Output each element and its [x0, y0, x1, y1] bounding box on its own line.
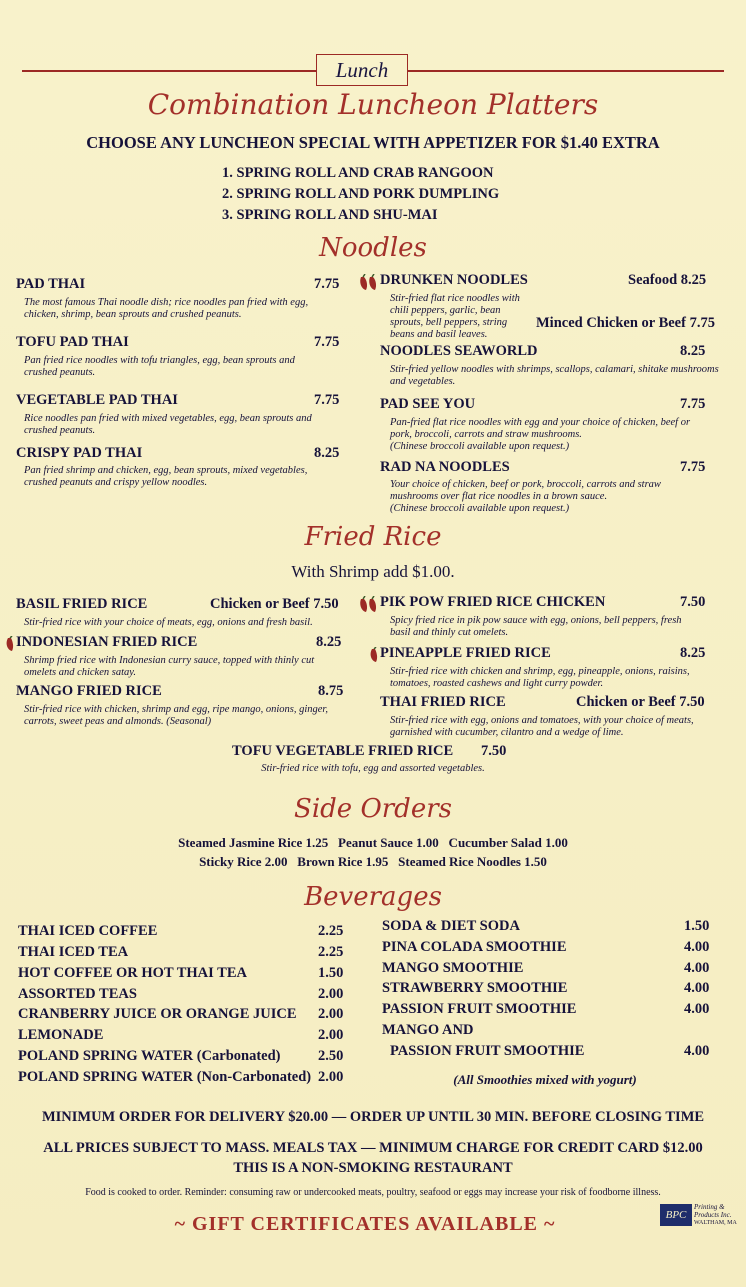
beverage-price: 2.25: [318, 944, 344, 960]
menu-item-price: 8.25: [316, 634, 342, 650]
beverages-title: Beverages: [304, 882, 442, 912]
menu-item-price: 7.75: [680, 459, 706, 475]
menu-item-note: (Chinese broccoli available upon request.): [390, 503, 570, 514]
beverage-price: 2.25: [318, 923, 344, 939]
menu-item-desc: The most famous Thai noodle dish; rice noodles pan fried with egg, chicken, shrimp, bean sprouts and crushed peanuts.: [24, 297, 309, 320]
menu-item-desc: Spicy fried rice in pik pow sauce with egg, onions, bell peppers, fresh basil and thinly cut omelets.: [390, 615, 682, 638]
beverage-name: CRANBERRY JUICE OR ORANGE JUICE: [18, 1006, 297, 1022]
beverage-price: 1.50: [318, 965, 344, 981]
menu-item-name: VEGETABLE PAD THAI: [16, 392, 178, 408]
menu-item-name: THAI FRIED RICE: [380, 694, 506, 710]
side-orders-title: Side Orders: [294, 794, 452, 824]
beverage-name: POLAND SPRING WATER (Carbonated): [18, 1048, 281, 1064]
fried-rice-title: Fried Rice: [304, 522, 442, 552]
menu-item-price: 8.75: [318, 683, 344, 699]
combo-option-2: 2. SPRING ROLL AND PORK DUMPLING: [222, 186, 500, 202]
beverage-price: 4.00: [684, 980, 710, 996]
menu-item-name: PAD SEE YOU: [380, 396, 476, 412]
menu-item-price: 8.25: [314, 445, 340, 461]
beverage-price: 2.00: [318, 1006, 344, 1022]
beverage-price: 4.00: [684, 939, 710, 955]
beverage-name: THAI ICED COFFEE: [18, 923, 158, 939]
combo-title: Combination Luncheon Platters: [147, 88, 599, 121]
menu-item-price: 8.25: [680, 343, 706, 359]
beverage-name: ASSORTED TEAS: [18, 986, 137, 1002]
menu-item-desc: Stir-fried rice with chicken, shrimp and egg, ripe mango, onions, ginger, carrots, sweet peas and almonds. (Seasonal): [24, 704, 328, 727]
menu-item-desc: Shrimp fried rice with Indonesian curry sauce, topped with thinly cut omelets and chicken satay.: [24, 655, 315, 678]
beverage-name: MANGO SMOOTHIE: [382, 960, 524, 976]
menu-item-desc: Rice noodles pan fried with mixed vegetables, egg, bean sprouts and crushed peanuts.: [24, 413, 312, 436]
beverage-price: 2.00: [318, 1027, 344, 1043]
menu-item-note: (Chinese broccoli available upon request.): [390, 441, 570, 452]
menu-item-name: TOFU VEGETABLE FRIED RICE: [232, 743, 454, 759]
menu-item-price: 8.25: [680, 645, 706, 661]
lunch-label: Lunch: [316, 54, 408, 86]
menu-item-name: INDONESIAN FRIED RICE: [16, 634, 198, 650]
spicy-pepper-icon: [358, 596, 380, 614]
beverage-name: SODA & DIET SODA: [382, 918, 520, 934]
menu-item-name: PIK POW FRIED RICE CHICKEN: [380, 594, 606, 610]
menu-item-price: 7.75: [680, 396, 706, 412]
beverage-price: 2.00: [318, 1069, 344, 1085]
tax-notice: ALL PRICES SUBJECT TO MASS. MEALS TAX — MINIMUM CHARGE FOR CREDIT CARD $12.00: [43, 1140, 703, 1156]
menu-item-desc: Stir-fried yellow noodles with shrimps, scallops, calamari, shitake mushrooms and vegetables.: [390, 364, 719, 387]
fried-rice-subtitle: With Shrimp add $1.00.: [291, 562, 455, 581]
menu-item-desc: Stir-fried flat rice noodles with chili peppers, garlic, bean sprouts, bell peppers, string beans and basil leaves.: [390, 293, 520, 340]
menu-item-price: 7.75: [314, 334, 340, 350]
menu-item-name: PINEAPPLE FRIED RICE: [380, 645, 551, 661]
printer-city: WALTHAM, MA: [694, 1220, 737, 1226]
menu-item-desc: Pan fried shrimp and chicken, egg, bean sprouts, mixed vegetables, crushed peanuts and crispy yellow noodles.: [24, 465, 308, 488]
menu-item-desc: Stir-fried rice with tofu, egg and assorted vegetables.: [261, 763, 485, 774]
menu-item-name: CRISPY PAD THAI: [16, 445, 143, 461]
noodles-title: Noodles: [319, 233, 427, 263]
menu-item-name: TOFU PAD THAI: [16, 334, 129, 350]
combo-option-3: 3. SPRING ROLL AND SHU-MAI: [222, 207, 438, 223]
menu-item-desc: Stir-fried rice with chicken and shrimp, egg, pineapple, onions, raisins, tomatoes, roasted cashews and light curry powder.: [390, 666, 690, 689]
beverage-name: PASSION FRUIT SMOOTHIE: [382, 1001, 577, 1017]
non-smoking-notice: THIS IS A NON-SMOKING RESTAURANT: [233, 1160, 513, 1176]
side-orders-line-1: Steamed Jasmine Rice 1.25 Peanut Sauce 1.00 Cucumber Salad 1.00: [178, 835, 568, 850]
beverage-name: LEMONADE: [18, 1027, 104, 1043]
beverage-name: MANGO AND: [382, 1022, 474, 1038]
beverage-price: 2.50: [318, 1048, 344, 1064]
smoothie-note: (All Smoothies mixed with yogurt): [453, 1072, 637, 1087]
beverage-price: 4.00: [684, 1043, 710, 1059]
combo-option-1: 1. SPRING ROLL AND CRAB RANGOON: [222, 165, 494, 181]
beverage-name: THAI ICED TEA: [18, 944, 129, 960]
combo-subtitle: CHOOSE ANY LUNCHEON SPECIAL WITH APPETIZER FOR $1.40 EXTRA: [86, 133, 660, 152]
gift-certificates-banner: ~ GIFT CERTIFICATES AVAILABLE ~: [174, 1213, 556, 1235]
beverage-name: POLAND SPRING WATER (Non-Carbonated): [18, 1069, 312, 1085]
beverage-name: STRAWBERRY SMOOTHIE: [382, 980, 568, 996]
menu-item-price: 7.75: [314, 276, 340, 292]
beverage-name: PINA COLADA SMOOTHIE: [382, 939, 567, 955]
spicy-pepper-icon: [4, 636, 16, 652]
menu-item-desc: Pan fried rice noodles with tofu triangles, egg, bean sprouts and crushed peanuts.: [24, 355, 295, 378]
menu-item-price: Chicken or Beef 7.50: [210, 596, 339, 612]
beverage-price: 1.50: [684, 918, 710, 934]
printer-name: Printing & Products Inc.: [694, 1203, 732, 1219]
food-safety-warning: Food is cooked to order. Reminder: consuming raw or undercooked meats, poultry, seafood or eggs may increase your risk of foodborne illness.: [85, 1187, 661, 1198]
beverage-price: 2.00: [318, 986, 344, 1002]
menu-item-name: PAD THAI: [16, 276, 86, 292]
side-orders-line-2: Sticky Rice 2.00 Brown Rice 1.95 Steamed Rice Noodles 1.50: [199, 854, 547, 869]
menu-item-desc: Stir-fried rice with your choice of meats, egg, onions and fresh basil.: [24, 617, 313, 628]
menu-item-price: 7.50: [481, 743, 507, 759]
menu-item-price: Seafood 8.25: [628, 272, 707, 288]
delivery-notice: MINIMUM ORDER FOR DELIVERY $20.00 — ORDER UP UNTIL 30 MIN. BEFORE CLOSING TIME: [41, 1109, 705, 1125]
menu-item-price: 7.50: [680, 594, 706, 610]
menu-item-name: NOODLES SEAWORLD: [380, 343, 538, 359]
menu-item-desc: Your choice of chicken, beef or pork, broccoli, carrots and straw mushrooms over flat rice noodles in a brown sauce.: [390, 479, 661, 502]
menu-item-desc: Pan-fried flat rice noodles with egg and your choice of chicken, beef or pork, broccoli, carrots and straw mushrooms.: [390, 417, 691, 440]
menu-item-name: DRUNKEN NOODLES: [380, 272, 528, 288]
spicy-pepper-icon: [358, 274, 380, 292]
printer-logo: BPC: [660, 1204, 692, 1226]
menu-item-name: RAD NA NOODLES: [380, 459, 510, 475]
spicy-pepper-icon: [368, 647, 380, 663]
beverage-name: HOT COFFEE OR HOT THAI TEA: [18, 965, 247, 981]
beverage-name: PASSION FRUIT SMOOTHIE: [390, 1043, 585, 1059]
menu-item-desc: Stir-fried rice with egg, onions and tomatoes, with your choice of meats, garnished with cucumber, cilantro and a wedge of lime.: [390, 715, 694, 738]
beverage-price: 4.00: [684, 1001, 710, 1017]
menu-item-name: BASIL FRIED RICE: [16, 596, 148, 612]
beverage-price: 4.00: [684, 960, 710, 976]
menu-item-price-alt: Minced Chicken or Beef 7.75: [536, 315, 715, 331]
menu-item-name: MANGO FRIED RICE: [16, 683, 162, 699]
menu-item-price: Chicken or Beef 7.50: [576, 694, 705, 710]
menu-item-price: 7.75: [314, 392, 340, 408]
